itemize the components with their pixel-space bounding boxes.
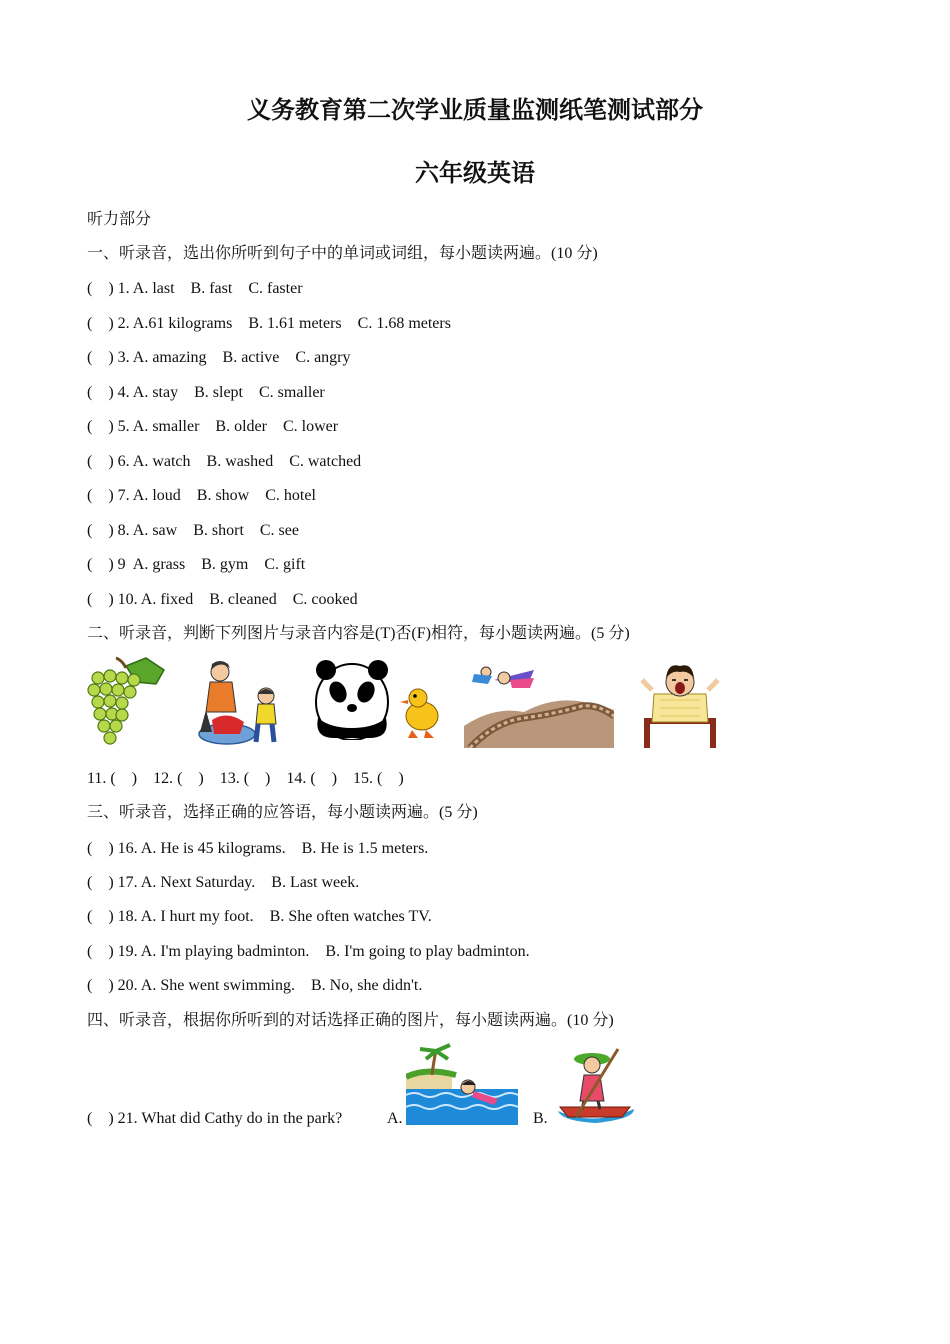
question-18: ( ) 18. A. I hurt my foot. B. She often watches TV. (87, 908, 432, 925)
question-19: ( ) 19. A. I'm playing badminton. B. I'm going to play badminton. (87, 943, 530, 960)
washing-clothes-picture (192, 660, 287, 746)
great-wall-flying-picture (464, 666, 614, 748)
question-7: ( ) 7. A. loud B. show C. hotel (87, 487, 316, 504)
part1-instruction: 一、听录音，选出你所听到句子中的单词或词组，每小题读两遍。(10 分) (87, 245, 598, 262)
page-subtitle: 六年级英语 (415, 161, 535, 187)
swimming-picture (406, 1043, 518, 1125)
question-2: ( ) 2. A.61 kilograms B. 1.61 meters C. 1.68 meters (87, 315, 451, 332)
option-b-label: B. (533, 1110, 548, 1127)
part2-answer-line: 11. ( ) 12. ( ) 13. ( ) 14. ( ) 15. ( ) (87, 770, 404, 787)
question-6: ( ) 6. A. watch B. washed C. watched (87, 453, 362, 470)
option-a-label: A. (387, 1110, 403, 1127)
part3-instruction: 三、听录音，选择正确的应答语，每小题读两遍。(5 分) (87, 804, 478, 821)
panda-and-duck-picture (314, 658, 442, 740)
rowing-boat-picture (554, 1045, 636, 1125)
question-5: ( ) 5. A. smaller B. older C. lower (87, 418, 339, 435)
page-title: 义务教育第二次学业质量监测纸笔测试部分 (247, 98, 703, 124)
grapes-picture (86, 656, 168, 748)
question-17: ( ) 17. A. Next Saturday. B. Last week. (87, 874, 360, 891)
question-16: ( ) 16. A. He is 45 kilograms. B. He is 1.5 meters. (87, 840, 429, 857)
question-8: ( ) 8. A. saw B. short C. see (87, 522, 299, 539)
section-label: 听力部分 (87, 211, 152, 228)
question-3: ( ) 3. A. amazing B. active C. angry (87, 349, 351, 366)
yawning-boy-picture (640, 660, 720, 748)
part2-instruction: 二、听录音，判断下列图片与录音内容是(T)否(F)相符，每小题读两遍。(5 分) (87, 625, 630, 642)
question-9: ( ) 9 A. grass B. gym C. gift (87, 556, 306, 573)
question-21: ( ) 21. What did Cathy do in the park? (87, 1110, 343, 1127)
question-4: ( ) 4. A. stay B. slept C. smaller (87, 384, 325, 401)
part4-instruction: 四、听录音，根据你所听到的对话选择正确的图片，每小题读两遍。(10 分) (87, 1012, 614, 1029)
question-20: ( ) 20. A. She went swimming. B. No, she didn't. (87, 977, 423, 994)
question-10: ( ) 10. A. fixed B. cleaned C. cooked (87, 591, 358, 608)
question-1: ( ) 1. A. last B. fast C. faster (87, 280, 303, 297)
